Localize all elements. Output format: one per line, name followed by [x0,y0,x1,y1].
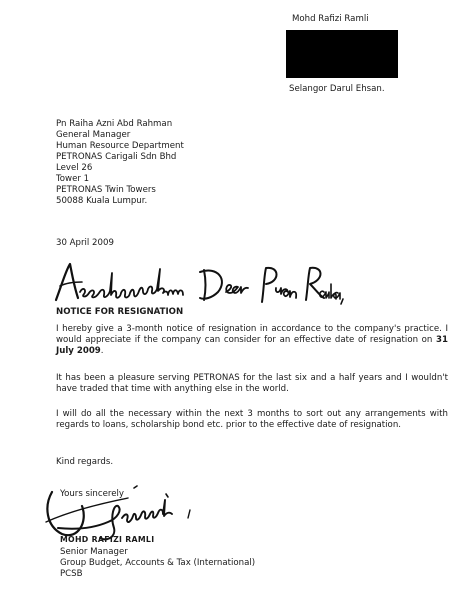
letter-date: 30 April 2009 [56,238,114,248]
handwritten-greeting [48,258,348,306]
letter-subject: NOTICE FOR RESIGNATION [56,307,184,317]
body-paragraph-1 [56,324,448,357]
signatory-title-line: Senior Manager [60,547,128,557]
recipient-line: General Manager [56,130,131,140]
closing-line: Kind regards. [56,457,114,467]
recipient-line: Human Resource Department [56,141,184,151]
body-paragraph-3: I will do all the necessary within the next 3 months to sort out any arrangements with regards to loans, scholarship bond etc. prior to the effective date of resignation. [56,409,448,430]
signatory-title-line: Group Budget, Accounts & Tax (International) [60,558,256,568]
paragraph-end: . [100,346,104,356]
recipient-address [56,119,184,207]
signatory-name: MOHD RAFIZI RAMLI [60,535,155,544]
effective-date: 31 July 2009 [56,335,448,356]
recipient-line: PETRONAS Carigali Sdn Bhd [56,152,177,162]
redacted-address-block [286,30,398,78]
paragraph-text: I hereby give a 3-month notice of resignation in accordance to the company's practice. I would appreciate if the company can consider for an effective date of resignation on [56,324,448,345]
signatory-title-line: PCSB [60,569,83,579]
recipient-line: Tower 1 [56,174,90,184]
recipient-line: Pn Raiha Azni Abd Rahman [56,119,173,129]
sender-city: Selangor Darul Ehsan. [289,84,385,94]
recipient-line: Level 26 [56,163,93,173]
recipient-line: 50088 Kuala Lumpur. [56,196,148,206]
recipient-line: PETRONAS Twin Towers [56,185,156,195]
yours-sincerely: Yours sincerely [60,489,124,499]
sender-name: Mohd Rafizi Ramli [292,14,369,24]
body-paragraph-2: It has been a pleasure serving PETRONAS for the last six and a half years and I wouldn't have traded that time with anything else in the world. [56,373,448,394]
